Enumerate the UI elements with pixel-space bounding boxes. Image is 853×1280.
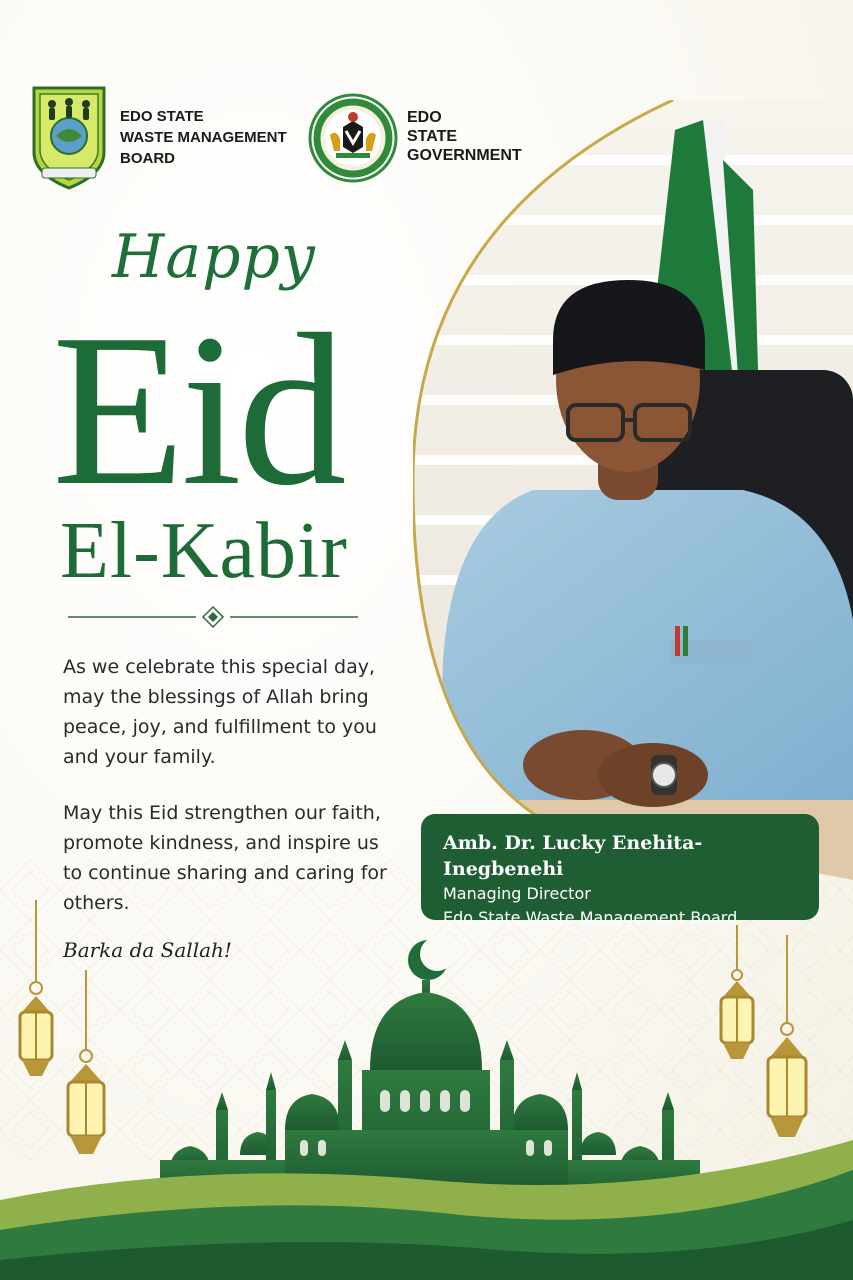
message-paragraph-1: As we celebrate this special day, may the blessings of Allah bring peace, joy, and fulfillment to you and your family. — [63, 656, 377, 768]
wmb-name-line1: EDO STATE — [120, 108, 204, 125]
portrait-photo — [413, 100, 853, 880]
headline-eid: Eid — [52, 290, 343, 531]
gov-name-line1: EDO — [407, 109, 442, 126]
wmb-name-line3: BOARD — [120, 150, 175, 167]
lantern-icon — [716, 925, 758, 1065]
headline-el-kabir: El-Kabir — [60, 507, 348, 595]
nigeria-coat-of-arms-logo — [308, 93, 398, 183]
gov-name-line3: GOVERNMENT — [407, 147, 522, 164]
wmb-logo — [28, 82, 110, 192]
wmb-name — [120, 106, 300, 169]
message-paragraph-2: May this Eid strengthen our faith, promote kindness, and inspire us to continue sharing and caring for others. — [63, 802, 387, 914]
profile-name-card — [421, 814, 819, 927]
lantern-icon — [762, 935, 812, 1150]
lantern-icon — [14, 900, 58, 1090]
gov-name-line2: STATE — [407, 128, 458, 145]
closing-greeting: Barka da Sallah! — [63, 938, 232, 962]
headline-happy: Happy — [112, 222, 316, 292]
wmb-name-line2: WASTE MANAGEMENT — [120, 129, 287, 146]
profile-organization: Edo State Waste Management Board — [443, 908, 738, 927]
lantern-icon — [62, 970, 110, 1170]
divider-diamond-icon — [68, 604, 358, 630]
profile-name: Amb. Dr. Lucky Enehita-Inegbenehi — [443, 832, 703, 880]
crescent-moon-icon — [408, 937, 454, 980]
profile-role: Managing Director — [443, 884, 591, 903]
